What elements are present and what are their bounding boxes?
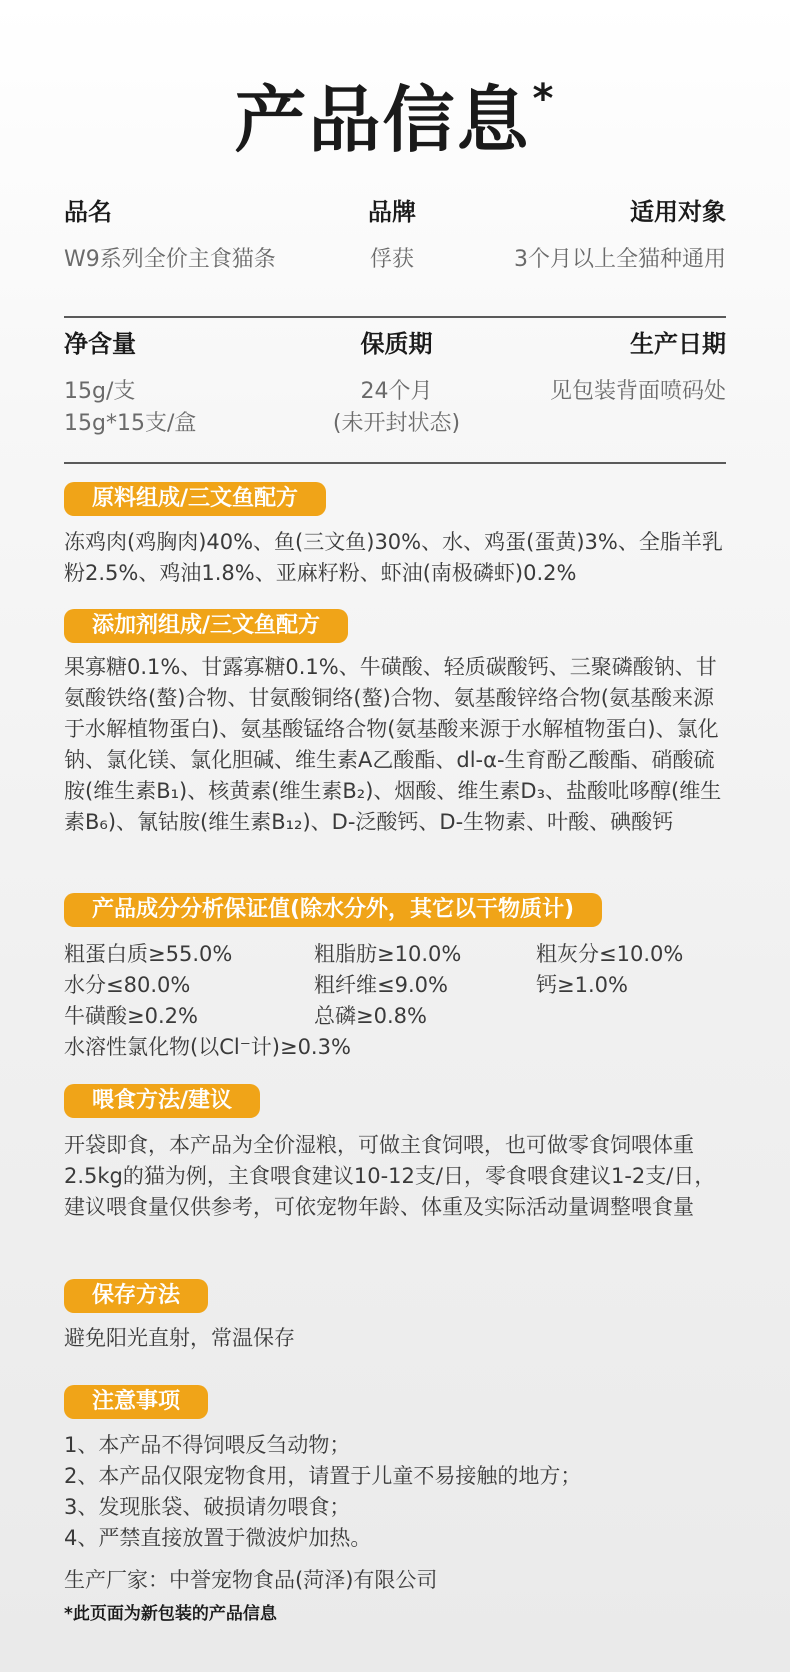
ingredients-text: 冻鸡肉(鸡胸肉)40%、鱼(三文鱼)30%、水、鸡蛋(蛋黄)3%、全脂羊乳粉2.5%、鸡油1.8%、亚麻籽粉、虾油(南极磷虾)0.2% xyxy=(64,530,723,585)
info-cell-name xyxy=(64,196,276,276)
analysis-value: 粗纤维≤9.0% xyxy=(314,973,448,997)
footnote: *此页面为新包装的产品信息 xyxy=(64,1604,277,1624)
notes-list xyxy=(64,1430,744,1554)
info-label: 保质期 xyxy=(360,330,433,358)
analysis-value: 钙≥1.0% xyxy=(536,973,628,997)
analysis-value: 粗灰分≤10.0% xyxy=(536,942,684,966)
storage-badge: 保存方法 xyxy=(64,1279,208,1313)
info-cell-production-date xyxy=(550,328,726,408)
info-value: 3个月以上全猫种通用 xyxy=(514,247,726,272)
feeding-badge: 喂食方法/建议 xyxy=(64,1084,260,1118)
analysis-row xyxy=(64,939,744,970)
ingredients-badge: 原料组成/三文鱼配方 xyxy=(64,482,326,516)
analysis-badge: 产品成分分析保证值(除水分外，其它以干物质计) xyxy=(64,893,602,927)
info-row-2 xyxy=(64,328,726,464)
info-label: 品名 xyxy=(64,198,112,226)
info-label: 净含量 xyxy=(64,330,136,358)
feeding-text: 开袋即食，本产品为全价湿粮，可做主食饲喂，也可做零食饲喂体重2.5kg的猫为例，主食喂食建议10-12支/日，零食喂食建议1-2支/日，建议喂食量仅供参考，可依宠物年龄、体重及实际活动量调整喂食量 xyxy=(64,1133,716,1219)
list-item: 4、严禁直接放置于微波炉加热。 xyxy=(64,1526,372,1550)
info-cell-target xyxy=(514,196,726,276)
title-asterisk: * xyxy=(532,76,556,122)
info-value: 俘获 xyxy=(369,247,414,272)
analysis-row xyxy=(64,970,744,1001)
info-label: 品牌 xyxy=(368,198,416,226)
list-item: 1、本产品不得饲喂反刍动物； xyxy=(64,1433,351,1457)
analysis-row xyxy=(64,1032,744,1063)
info-label: 生产日期 xyxy=(630,330,726,358)
info-cell-net-weight xyxy=(64,328,196,440)
additives-text: 果寡糖0.1%、甘露寡糖0.1%、牛磺酸、轻质碳酸钙、三聚磷酸钠、甘氨酸铁络(螯)合物、甘氨酸铜络(螯)合物、氨基酸锌络合物(氨基酸来源于水解植物蛋白)、氨基酸锰络合物(氨基酸来源于水解植物蛋白)、氯化钠、氯化镁、氯化胆碱、维生素A乙酸酯、dl-α-生育酚乙酸酯、硝酸硫胺(维生素B₁)、核黄素(维生素B₂)、烟酸、维生素D₃、盐酸吡哆醇(维生素B₆)、氰钴胺(维生素B₁₂)、D-泛酸钙、D-生物素、叶酸、碘酸钙 xyxy=(64,655,722,834)
analysis-table xyxy=(64,939,744,1063)
analysis-value: 总磷≥0.8% xyxy=(314,1004,427,1028)
info-value: W9系列全价主食猫条 xyxy=(64,247,276,272)
info-label: 适用对象 xyxy=(630,198,726,226)
info-value: 见包装背面喷码处 xyxy=(549,379,726,404)
analysis-value: 粗蛋白质≥55.0% xyxy=(64,942,233,966)
info-row-1 xyxy=(64,196,726,318)
product-info-grid xyxy=(64,196,726,464)
info-value: 15g/支 15g*15支/盒 xyxy=(64,379,197,436)
info-cell-brand xyxy=(278,196,506,276)
list-item: 3、发现胀袋、破损请勿喂食； xyxy=(64,1495,351,1519)
additives-badge: 添加剂组成/三文鱼配方 xyxy=(64,609,348,643)
manufacturer: 生产厂家：中誉宠物食品(菏泽)有限公司 xyxy=(64,1568,438,1592)
analysis-value: 水分≤80.0% xyxy=(64,973,191,997)
analysis-value: 水溶性氯化物(以Cl⁻计)≥0.3% xyxy=(64,1035,351,1059)
notes-badge: 注意事项 xyxy=(64,1385,208,1419)
analysis-value: 牛磺酸≥0.2% xyxy=(64,1004,198,1028)
storage-text: 避免阳光直射，常温保存 xyxy=(64,1326,295,1350)
info-cell-shelf-life xyxy=(274,328,519,440)
analysis-value: 粗脂肪≥10.0% xyxy=(314,942,462,966)
list-item: 2、本产品仅限宠物食用，请置于儿童不易接触的地方； xyxy=(64,1464,582,1488)
info-value: 24个月 (未开封状态) xyxy=(332,379,461,436)
analysis-row xyxy=(64,1001,744,1032)
page-title: 产品信息* xyxy=(234,76,556,162)
